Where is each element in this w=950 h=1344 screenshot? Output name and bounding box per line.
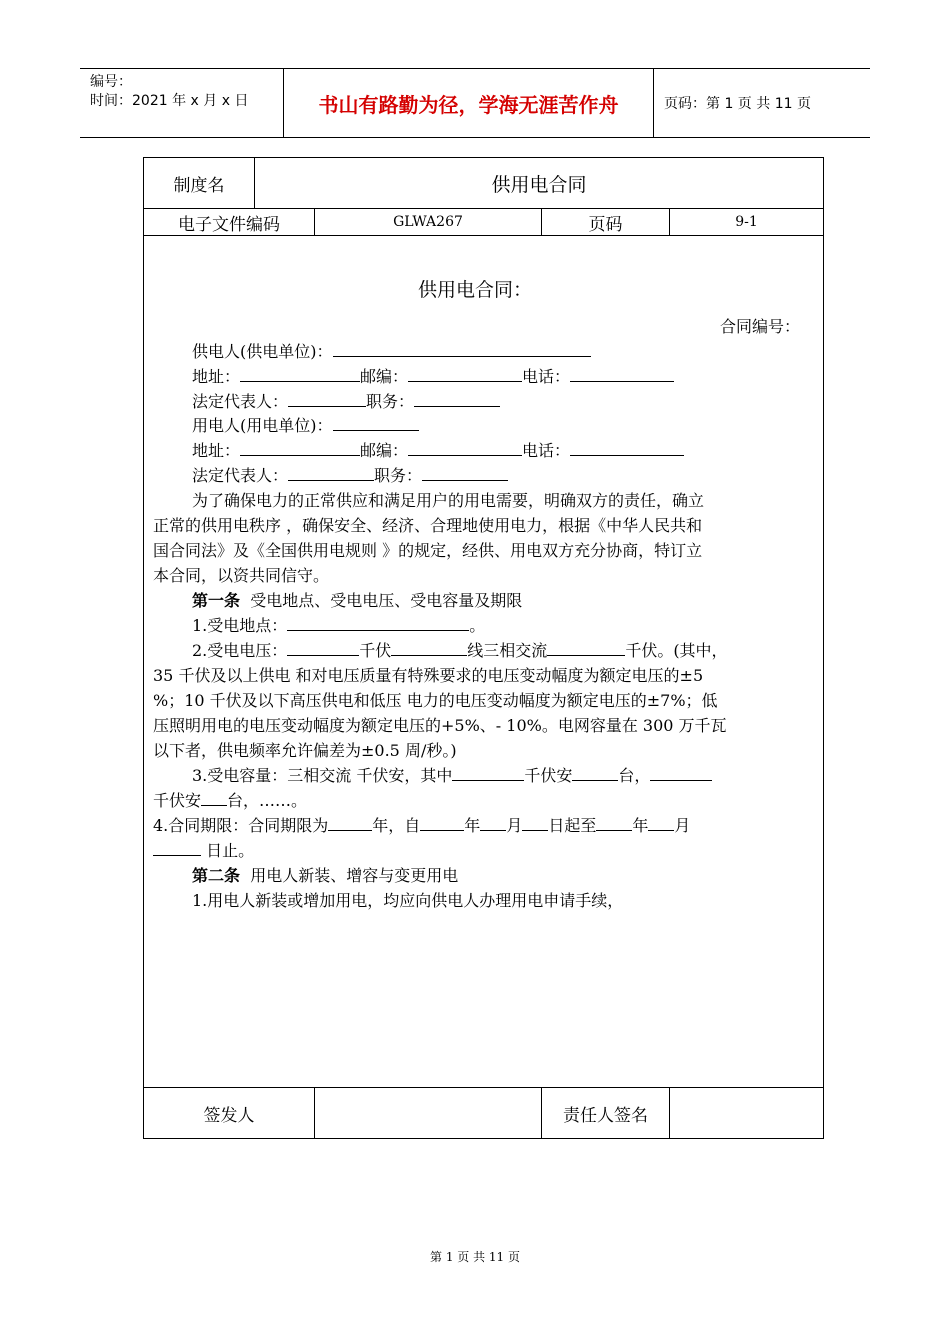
month-blank[interactable] (480, 814, 506, 831)
line-blank[interactable] (391, 639, 467, 656)
responsible-label: 责任人签名 (563, 1105, 648, 1126)
user-line (192, 413, 419, 436)
item-label: 1.受电地点： (192, 616, 288, 635)
duty-label: 职务： (366, 392, 415, 411)
supplier-rep-line (192, 389, 500, 412)
item-label: 2.受电电压： (192, 641, 288, 660)
duty-blank[interactable] (414, 390, 500, 407)
article-number: 第一条 (192, 591, 241, 610)
item-2-text: 压照明用电的电压变动幅度为额定电压的+5%、- 10%。电网容量在 300 万千瓦 (153, 716, 727, 735)
article-title: 用电人新装、增容与变更用电 (250, 866, 459, 885)
tel-blank[interactable] (570, 439, 684, 456)
file-code-value: GLWA267 (393, 214, 463, 230)
rep-blank[interactable] (288, 390, 366, 407)
responsible-signature-field[interactable] (670, 1088, 823, 1138)
time-label: 时间：2021 年 x 月 x 日 (90, 93, 249, 109)
rep-blank[interactable] (288, 464, 374, 481)
article-2-heading (192, 863, 458, 886)
item-2-text: 35 千伏及以上供电 和对电压质量有特殊要求的电压变动幅度为额定电压的±5 (153, 666, 704, 685)
item-text: 千伏。(其中， (625, 641, 728, 660)
item-1-line (192, 613, 485, 636)
address-blank[interactable] (240, 365, 360, 382)
article-number: 第二条 (192, 866, 241, 885)
year-blank[interactable] (596, 814, 632, 831)
contract-no-label: 合同编号： (720, 317, 801, 336)
tel-blank[interactable] (570, 365, 674, 382)
units-blank[interactable] (201, 789, 227, 806)
rep-label: 法定代表人： (192, 392, 289, 411)
header-page-info: 页码：第 1 页 共 11 页 (664, 96, 811, 112)
article-2-item-1: 1.用电人新装或增加用电，均应向供电人办理用电申请手续， (192, 891, 624, 910)
unit-text: 千伏 (359, 641, 392, 660)
date-text: 日止。 (201, 841, 255, 860)
duty-label: 职务： (374, 466, 423, 485)
year-blank[interactable] (420, 814, 464, 831)
item-4-cont (153, 838, 254, 861)
preamble-line: 正常的供用电秩序 ，确保安全、经济、合理地使用电力，根据《中华人民共和 (153, 516, 703, 535)
unit-text: 台， (618, 766, 651, 785)
date-text: 年 (464, 816, 481, 835)
tel-label: 电话： (522, 441, 571, 460)
supplier-label: 供电人(供电单位)： (192, 342, 333, 361)
term-blank[interactable] (328, 814, 372, 831)
zip-blank[interactable] (408, 439, 522, 456)
article-1-heading (192, 588, 522, 611)
header-motto: 书山有路勤为径，学海无涯苦作舟 (318, 92, 619, 117)
supplier-blank[interactable] (333, 340, 591, 357)
units-blank[interactable] (572, 764, 618, 781)
item-3-cont (153, 788, 307, 811)
address-blank[interactable] (240, 439, 360, 456)
date-text: 日起至 (548, 816, 597, 835)
header-meta (90, 73, 248, 111)
item-label: 4.合同期限：合同期限为 (153, 816, 329, 835)
item-end: 。 (469, 616, 486, 635)
name-value: 供用电合同 (491, 173, 587, 196)
page-value: 9-1 (735, 214, 758, 230)
supplier-address-line (192, 364, 674, 387)
item-3-line (192, 763, 712, 786)
doc-title: 供用电合同： (418, 279, 533, 301)
supplier-line (192, 339, 591, 362)
unit-text: 台，……。 (227, 791, 308, 810)
user-label: 用电人(用电单位)： (192, 416, 333, 435)
item-2-text: 以下者，供电频率允许偏差为±0.5 周/秒。) (153, 741, 457, 760)
user-blank[interactable] (333, 414, 419, 431)
row-divider (144, 235, 823, 236)
name-label: 制度名 (173, 175, 225, 196)
preamble-line: 本合同，以资共同信守。 (153, 566, 330, 585)
issuer-signature-field[interactable] (315, 1088, 541, 1138)
item-text: 线三相交流 (467, 641, 548, 660)
date-text: 月 (506, 816, 523, 835)
duty-blank[interactable] (422, 464, 508, 481)
issuer-label: 签发人 (203, 1105, 255, 1126)
preamble-line: 为了确保电力的正常供应和满足用户的用电需要，明确双方的责任，确立 (192, 491, 705, 510)
page-label: 页码 (588, 214, 623, 235)
location-blank[interactable] (287, 614, 469, 631)
unit-text: 千伏安 (524, 766, 573, 785)
zip-label: 邮编： (360, 367, 409, 386)
capacity-blank[interactable] (452, 764, 524, 781)
header-divider (653, 69, 654, 137)
item-2-line (192, 638, 728, 661)
address-label: 地址： (192, 441, 241, 460)
address-label: 地址： (192, 367, 241, 386)
zip-label: 邮编： (360, 441, 409, 460)
rep-label: 法定代表人： (192, 466, 289, 485)
item-2-text: %；10 千伏及以下高压供电和低压 电力的电压变动幅度为额定电压的±7%；低 (153, 691, 718, 710)
file-code-label: 电子文件编码 (178, 214, 280, 235)
day-blank[interactable] (522, 814, 548, 831)
unit-text: 千伏安 (153, 791, 202, 810)
page-header (80, 68, 870, 138)
date-text: 年 (632, 816, 649, 835)
kv-blank[interactable] (547, 639, 625, 656)
code-label: 编号： (90, 74, 132, 90)
user-address-line (192, 438, 684, 461)
zip-blank[interactable] (408, 365, 522, 382)
article-title: 受电地点、受电电压、受电容量及期限 (250, 591, 523, 610)
preamble-line: 国合同法》及《全国供用电规则 》的规定，经供、用电双方充分协商，特订立 (153, 541, 703, 560)
capacity-blank[interactable] (650, 764, 712, 781)
month-blank[interactable] (648, 814, 674, 831)
item-label: 3.受电容量：三相交流 千伏安，其中 (192, 766, 453, 785)
page-footer: 第 1 页 共 11 页 (430, 1250, 520, 1264)
user-rep-line (192, 463, 508, 486)
item-4-line (153, 813, 690, 836)
voltage-blank[interactable] (287, 639, 359, 656)
date-text: 年，自 (372, 816, 421, 835)
date-text: 月 (674, 816, 691, 835)
tel-label: 电话： (522, 367, 571, 386)
day-blank[interactable] (153, 839, 201, 856)
